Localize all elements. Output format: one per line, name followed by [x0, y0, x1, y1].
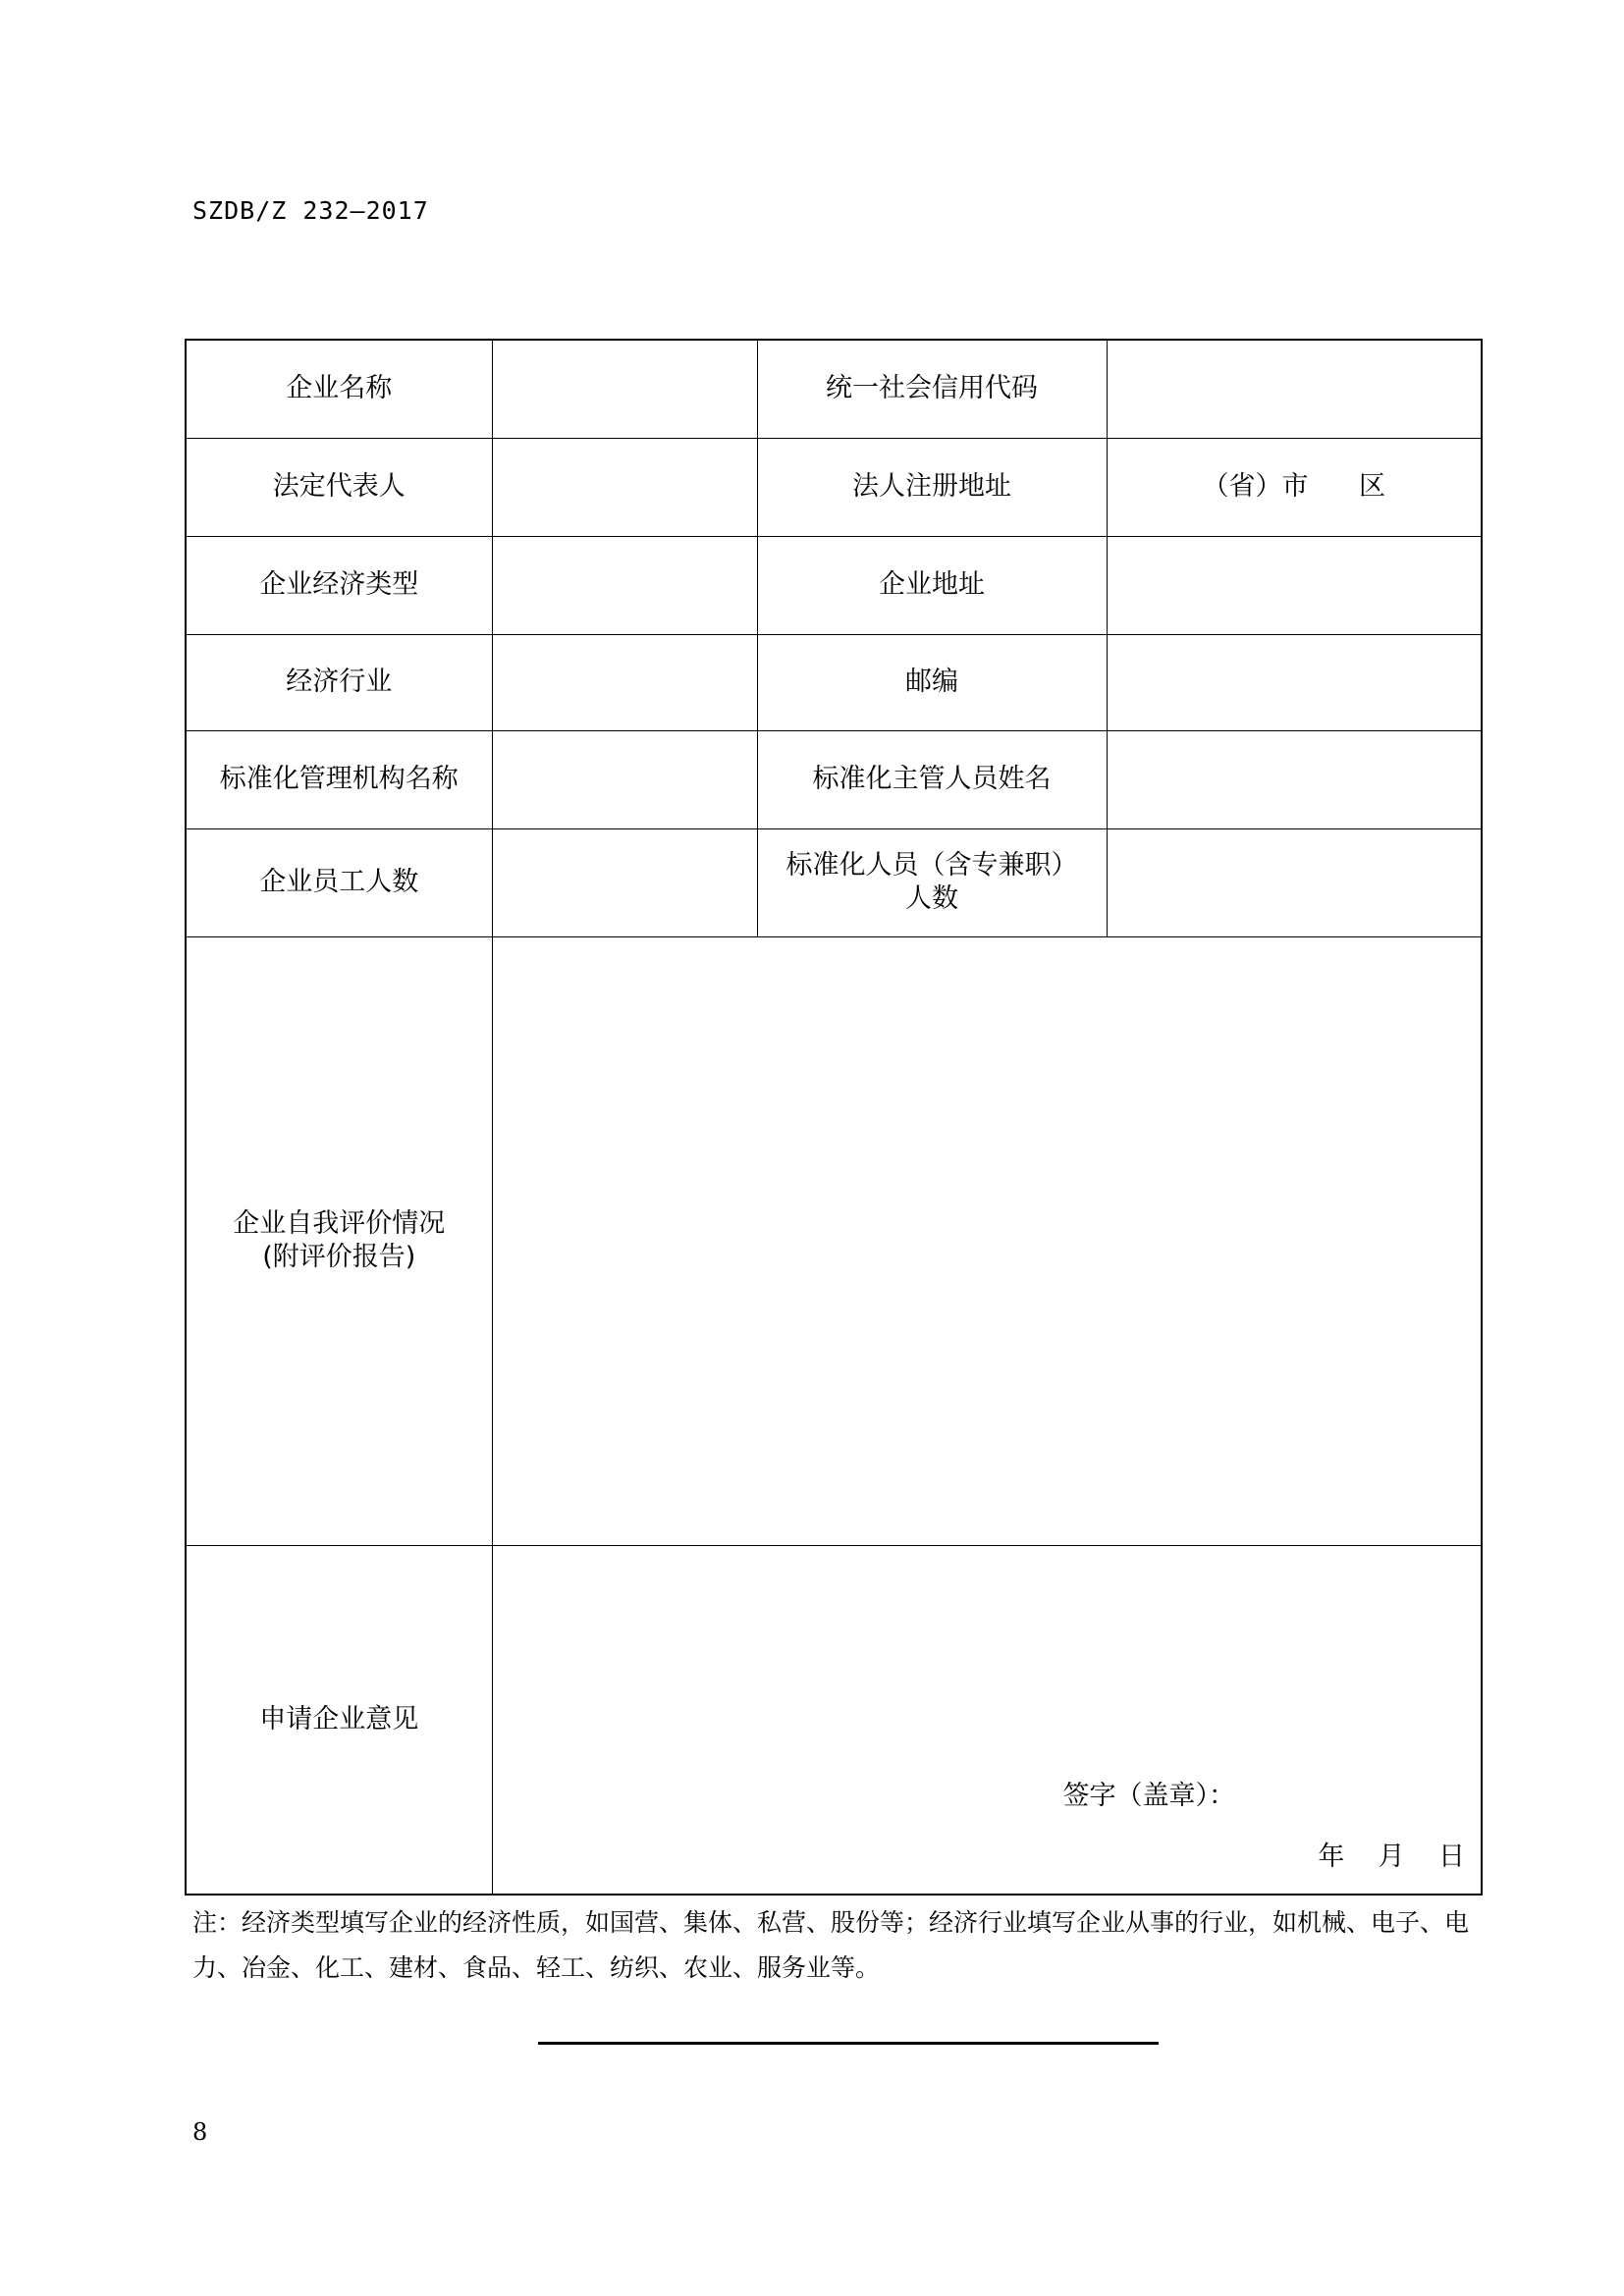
label-standardization-org: 标准化管理机构名称 — [186, 730, 492, 828]
field-registered-address[interactable] — [1107, 438, 1482, 536]
label-industry: 经济行业 — [186, 634, 492, 730]
field-legal-rep[interactable] — [492, 438, 757, 536]
field-standardization-manager[interactable] — [1107, 730, 1482, 828]
field-self-evaluation[interactable] — [492, 936, 1482, 1545]
signature-seal-label: 签字（盖章）： — [1062, 1781, 1235, 1812]
label-self-evaluation-line1: 企业自我评价情况 — [233, 1208, 446, 1240]
row-staff-count — [186, 828, 1482, 936]
field-company-opinion[interactable] — [492, 1545, 1482, 1895]
label-standardization-manager: 标准化主管人员姓名 — [757, 730, 1107, 828]
standard-code: SZDB/Z 232—2017 — [192, 196, 429, 225]
row-standardization-org — [186, 730, 1482, 828]
label-company-opinion: 申请企业意见 — [186, 1545, 492, 1895]
field-economic-type[interactable] — [492, 536, 757, 634]
label-legal-rep: 法定代表人 — [186, 438, 492, 536]
row-company-name — [186, 340, 1482, 438]
label-credit-code: 统一社会信用代码 — [757, 340, 1107, 438]
row-self-evaluation — [186, 936, 1482, 1545]
date-label: 年 月 日 — [1318, 1842, 1465, 1873]
row-company-opinion — [186, 1545, 1482, 1895]
field-postcode[interactable] — [1107, 634, 1482, 730]
label-registered-address: 法人注册地址 — [757, 438, 1107, 536]
field-standardization-staff[interactable] — [1107, 828, 1482, 936]
application-form-table — [185, 339, 1483, 1896]
field-staff-count[interactable] — [492, 828, 757, 936]
label-company-name: 企业名称 — [186, 340, 492, 438]
label-standardization-staff — [757, 828, 1107, 936]
label-economic-type: 企业经济类型 — [186, 536, 492, 634]
label-staff-count: 企业员工人数 — [186, 828, 492, 936]
label-company-address: 企业地址 — [757, 536, 1107, 634]
label-standardization-staff-line2: 人数 — [905, 883, 958, 914]
row-industry — [186, 634, 1482, 730]
label-postcode: 邮编 — [757, 634, 1107, 730]
page-number: 8 — [192, 2118, 208, 2146]
label-standardization-staff-line1: 标准化人员（含专兼职） — [785, 850, 1078, 881]
field-standardization-org[interactable] — [492, 730, 757, 828]
row-economic-type — [186, 536, 1482, 634]
address-template: （省）市 区 — [1202, 471, 1385, 503]
field-credit-code[interactable] — [1107, 340, 1482, 438]
label-self-evaluation — [186, 936, 492, 1545]
field-company-name[interactable] — [492, 340, 757, 438]
field-industry[interactable] — [492, 634, 757, 730]
field-company-address[interactable] — [1107, 536, 1482, 634]
end-rule-divider — [538, 2042, 1159, 2045]
row-legal-rep — [186, 438, 1482, 536]
label-self-evaluation-line2: (附评价报告) — [262, 1242, 416, 1272]
footnote: 注：经济类型填写企业的经济性质，如国营、集体、私营、股份等；经济行业填写企业从事的行业，如机械、电子、电力、冶金、化工、建材、食品、轻工、纺织、农业、服务业等。 — [192, 1908, 1470, 1982]
